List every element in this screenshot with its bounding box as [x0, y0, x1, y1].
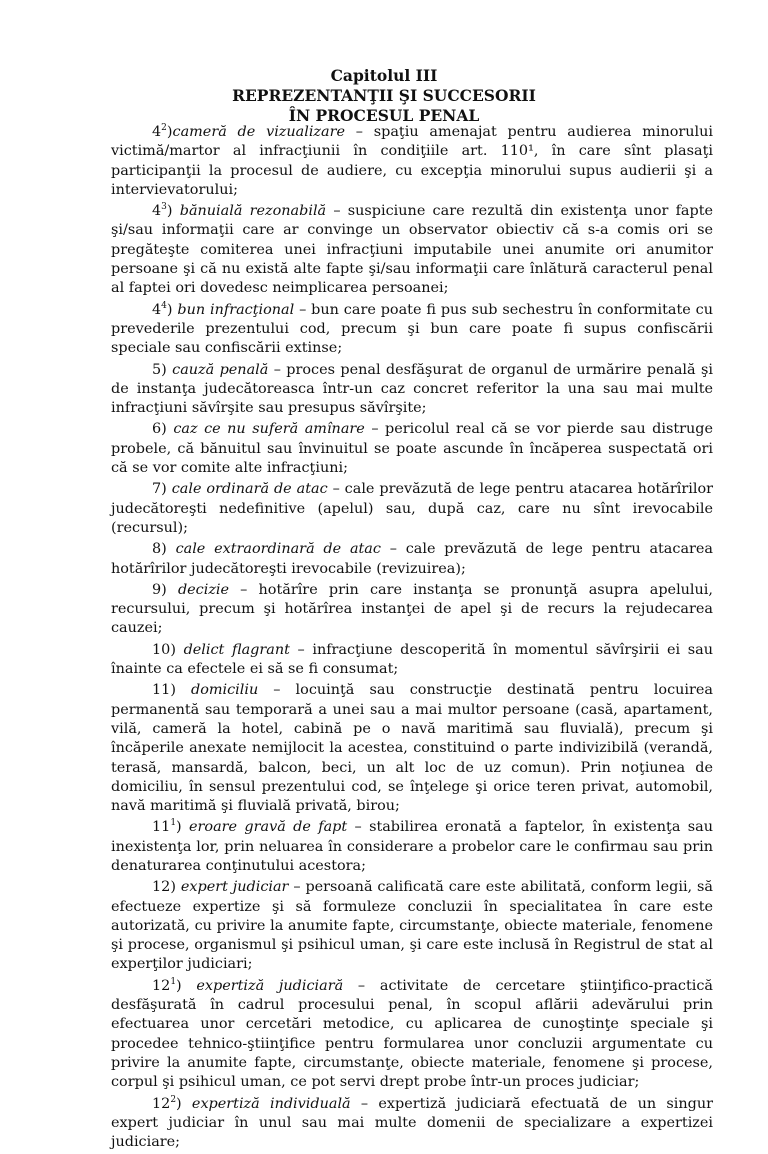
entry-number: 9 — [152, 581, 162, 598]
definition-entry — [111, 123, 713, 200]
definition-text: – activitate de cercetare ştiinţifico-practică desfăşurată în cadrul procesului penal, în scopul aflării adevărului prin efectuarea unor cercetări metodice, cu aplicarea de cunoştinţe speciale şi procedee tehnico-ştiinţifice pentru formularea unor concluzii argumentate cu privire la anumite fapte, circumstanţe, obiecte materiale, fenomene şi procese, corpul şi psihicul uman, ce pot servi drept probe într-un proces judiciar; — [111, 977, 713, 1091]
entry-number-paren: ) — [176, 977, 197, 994]
entry-number-paren: ) — [176, 1095, 192, 1112]
entry-number-paren: ) — [161, 581, 178, 598]
entry-number: 4 — [152, 301, 162, 318]
defined-term: decizie — [177, 581, 230, 598]
definition-text: – spaţiu amenajat pentru audierea minorului victimă/martor al infracţiunii în condiţiile art. 110¹, în care sînt plasaţi participanţii la procesul de audiere, cu excepţia minorului supus audierii şi a intervievatorului; — [111, 124, 713, 198]
entry-number-paren: ) — [161, 361, 173, 378]
defined-term: eroare gravă de fapt — [189, 819, 348, 836]
defined-term: bun infracţional — [177, 301, 295, 318]
entry-number: 4 — [152, 203, 162, 220]
entry-number-paren: ) — [170, 682, 191, 699]
chapter-header — [100, 66, 668, 126]
entry-number-superscript: 1 — [170, 818, 177, 829]
defined-term: cale extraordinară de atac — [175, 541, 381, 558]
defined-term: cameră de vizualizare — [172, 124, 345, 140]
entry-number-superscript: 2 — [170, 1094, 177, 1105]
defined-term: bănuială rezonabilă — [179, 203, 327, 220]
entry-number-paren: ) — [161, 541, 176, 558]
entry-number-paren: ) — [166, 124, 173, 140]
definition-entry — [111, 1095, 713, 1153]
entry-number-paren: ) — [166, 301, 178, 318]
defined-term: expertiză judiciară — [196, 977, 344, 994]
entry-number: 12 — [152, 879, 171, 896]
entry-number: 6 — [152, 421, 162, 438]
definition-entry — [111, 641, 713, 680]
definition-entry — [111, 681, 713, 816]
definition-entry — [111, 480, 713, 538]
definition-entry — [111, 581, 713, 639]
definition-entry — [111, 301, 713, 359]
definition-entry — [111, 818, 713, 876]
entry-number-paren: ) — [161, 481, 172, 498]
defined-term: domiciliu — [190, 682, 259, 699]
entry-number-paren: ) — [161, 421, 174, 438]
defined-term: cale ordinară de atac — [171, 481, 328, 498]
entry-number-superscript: 3 — [161, 202, 167, 213]
chapter-title-line-2: ÎN PROCESUL PENAL — [288, 106, 480, 125]
definition-text: – stabilirea eronată a faptelor, în existenţa sau inexistenţa lor, prin neluarea în considerare a probelor care le confirmau sau prin denaturarea conţinutului acestora; — [111, 819, 713, 874]
defined-term: expertiză individuală — [191, 1095, 351, 1112]
entry-number: 11 — [152, 819, 171, 836]
entry-number-superscript: 1 — [170, 976, 177, 987]
defined-term: cauză penală — [172, 361, 269, 378]
entry-number-paren: ) — [170, 641, 184, 658]
definition-text: – cale prevăzută de lege pentru atacarea hotărîrilor judecătoreşti irevocabile (revizuirea); — [111, 541, 713, 577]
entry-number-paren: ) — [176, 819, 190, 836]
entry-number: 10 — [152, 641, 171, 658]
definition-text: – cale prevăzută de lege pentru atacarea hotărîrilor judecătoreşti nedefinitive (apelul) sau, după caz, care nu sînt irevocabile (recursul); — [111, 481, 713, 536]
entry-number: 5 — [152, 361, 162, 378]
entry-number: 12 — [152, 1095, 171, 1112]
definition-entry — [111, 202, 713, 298]
entry-number: 11 — [152, 682, 171, 699]
definition-text: – infracţiune descoperită în momentul săvîrşirii ei sau înainte ca efectele ei să se fi consumat; — [111, 641, 713, 678]
chapter-title-line-1: REPREZENTANŢII ŞI SUCCESORII — [232, 86, 536, 105]
definition-text: – hotărîre prin care instanţa se pronunţă asupra apelului, recursului, precum şi hotărîrea instanţei de apel şi de recurs la rejudecarea cauzei; — [111, 581, 713, 637]
definition-entry — [111, 420, 713, 478]
definition-text: – locuinţă sau construcţie destinată pentru locuirea permanentă sau temporară a unei sau a mai multor persoane (casă, apartament, vilă, cameră la hotel, cabină pe o navă maritimă sau fluvială), precum şi încăperile anexate nemijlocit la acestea, constituind o parte indivizibilă (verandă, terasă, mansardă, balcon, beci, un alt loc de uz comun). Prin noţiunea de domiciliu, în sensul prezentului cod, se înţelege şi orice teren privat, automobil, navă maritimă şi fluvială privată, birou; — [111, 682, 713, 815]
defined-term: caz ce nu suferă amînare — [173, 421, 365, 438]
entry-number: 4 — [152, 124, 162, 140]
entry-number-paren: ) — [170, 879, 181, 896]
definition-text: – pericolul real că se vor pierde sau distruge probele, că bănuitul sau învinuitul se poate ascunde în încăperea suspectată ori că se vor comite alte infracţiuni; — [111, 421, 713, 477]
entry-number: 12 — [152, 977, 171, 994]
definition-text: – suspiciune care rezultă din existenţa unor fapte şi/sau informaţii care ar convinge un observator obiectiv că s-a comis ori se pregăteşte comiterea unei infracţiuni imputabile unei anumite ori anumitor persoane şi că nu există alte fapte şi/sau informaţii care înlătură caracterul penal al faptei ori dovedesc neimplicarea persoanei; — [111, 203, 713, 297]
definition-text: – proces penal desfăşurat de organul de urmărire penală şi de instanţa judecătoreasca într-un caz concret referitor la una sau mai multe infracţiuni săvîrşite sau presupus săvîrşite; — [111, 361, 713, 417]
entry-number: 7 — [152, 481, 162, 498]
definition-text: – bun care poate fi pus sub sechestru în conformitate cu prevederile prezentului cod, precum şi bun care poate fi supus confiscării speciale sau confiscării extinse; — [111, 301, 713, 357]
definition-entry — [111, 878, 713, 974]
entry-number: 8 — [152, 541, 162, 558]
entry-number-paren: ) — [166, 203, 180, 220]
definition-entry — [111, 361, 713, 419]
defined-term: delict flagrant — [183, 641, 290, 658]
definition-text: – expertiză judiciară efectuată de un singur expert judiciar în unul sau mai multe domenii de specializare a expertizei judiciare; — [111, 1095, 713, 1151]
entry-number-superscript: 2 — [161, 123, 167, 134]
definition-text: – persoană calificată care este abilitată, conform legii, să efectueze expertize şi să formuleze concluzii în specialitatea în care este autorizată, cu privire la anumite fapte, circumstanţe, obiecte materiale, fenomene şi procese, organismul şi psihicul uman, şi care este inclusă în Registrul de stat al experţilor judiciari; — [111, 879, 713, 973]
defined-term: expert judiciar — [180, 879, 289, 896]
entry-number-superscript: 4 — [161, 300, 167, 311]
definition-entry — [111, 977, 713, 1093]
chapter-number: Capitolul III — [330, 66, 438, 85]
definitions-list — [111, 123, 713, 1154]
definition-entry — [111, 540, 713, 579]
